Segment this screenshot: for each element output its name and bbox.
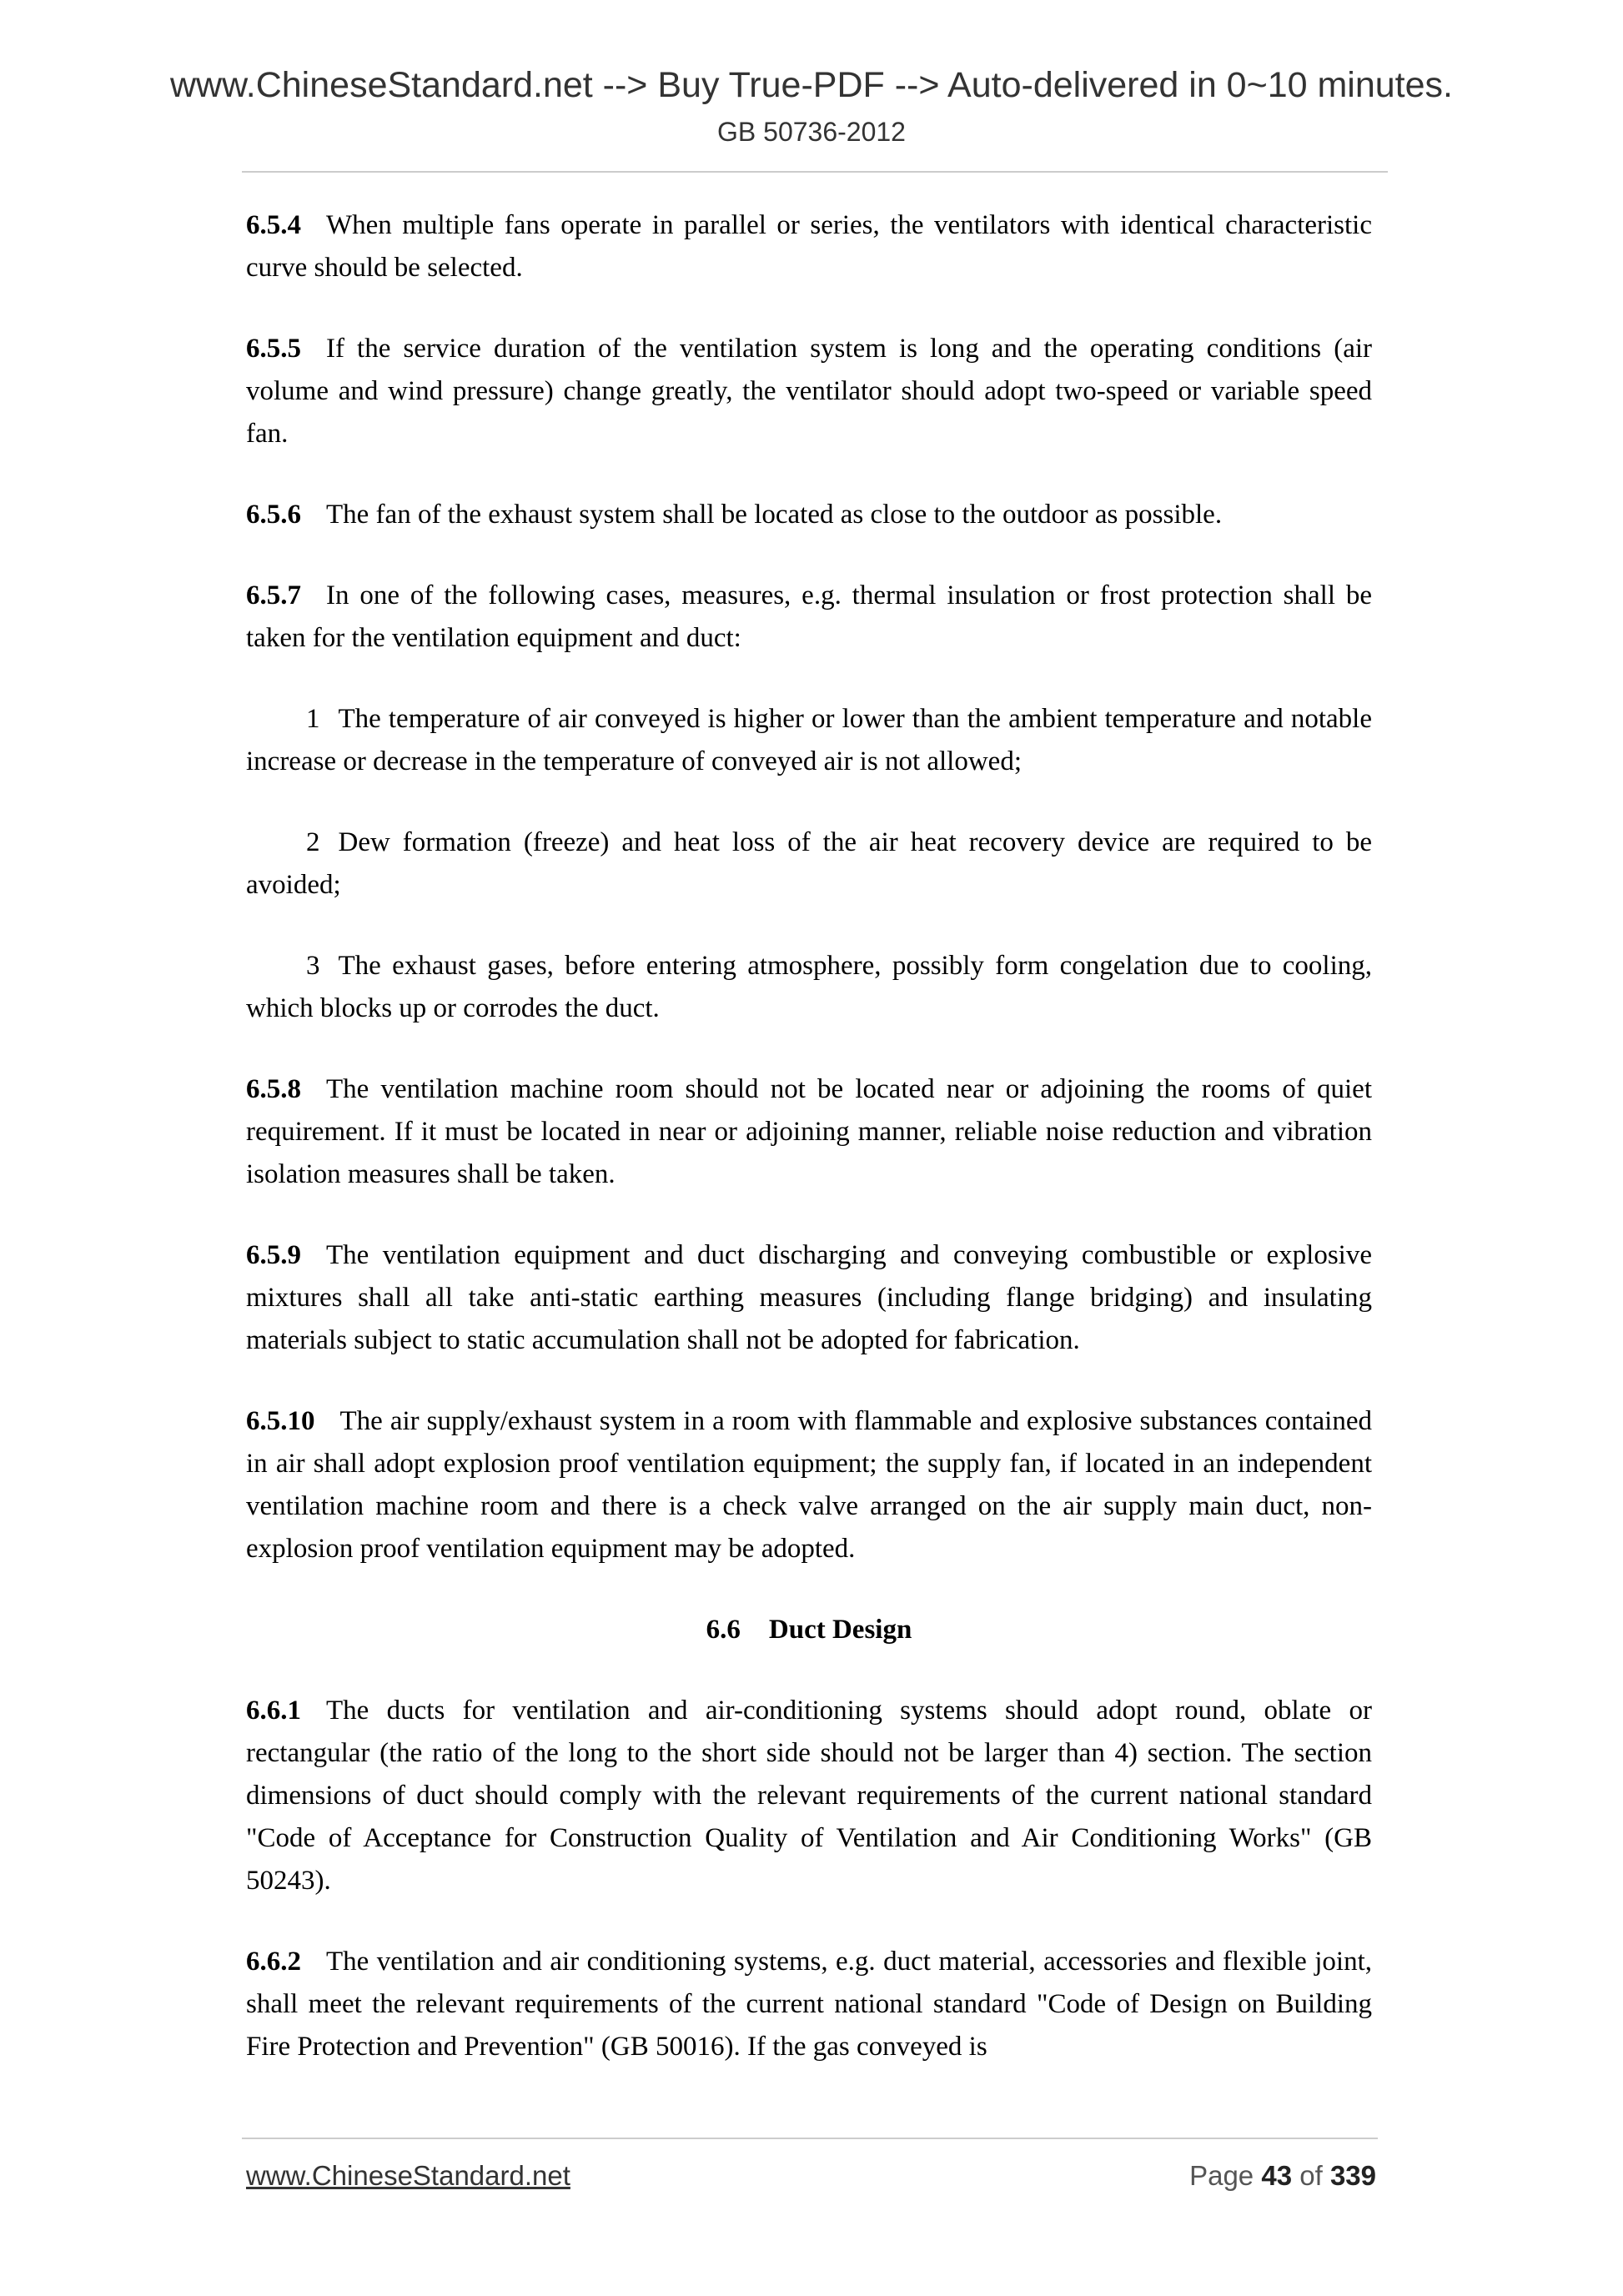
clause-text: The ventilation equipment and duct discharging and conveying combustible or explosive mixtures shall all take anti-static earthing measures (including flange bridging) and insulating materials subject to static accumulation shall not be adopted for fabrication. [246, 1240, 1372, 1355]
list-item [246, 821, 1372, 907]
header-banner: www.ChineseStandard.net --> Buy True-PDF --> Auto-delivered in 0~10 minutes. [169, 65, 1453, 105]
clause-6-5-8 [246, 1068, 1372, 1196]
clause-text: In one of the following cases, measures, e.g. thermal insulation or frost protection shall be taken for the ventilation equipment and duct: [246, 580, 1372, 653]
list-item-number: 3 [306, 951, 320, 981]
clause-number: 6.5.4 [246, 210, 301, 240]
clause-text: If the service duration of the ventilation system is long and the operating conditions (air volume and wind pressure) change greatly, the ventilator should adopt two-speed or variable speed fan. [246, 334, 1372, 449]
list-item [246, 698, 1372, 783]
clause-text: The ducts for ventilation and air-conditioning systems should adopt round, oblate or rectangular (the ratio of the long to the short side should not be larger than 4) section. The section dimensions of duct should comply with the relevant requirements of the current national standard "Code of Acceptance for Construction Quality of Ventilation and Air Conditioning Works" (GB 50243). [246, 1696, 1372, 1896]
clause-text: The ventilation and air conditioning systems, e.g. duct material, accessories and flexible joint, shall meet the relevant requirements of the current national standard "Code of Design on Building Fire Protection and Prevention" (GB 50016). If the gas conveyed is [246, 1947, 1372, 2062]
clause-6-5-9 [246, 1234, 1372, 1362]
clause-number: 6.5.8 [246, 1074, 301, 1104]
header-divider [242, 171, 1388, 173]
section-heading [246, 1609, 1372, 1651]
list-item-text: Dew formation (freeze) and heat loss of the air heat recovery device are required to be avoided; [246, 827, 1372, 900]
clause-number: 6.6.2 [246, 1947, 301, 1977]
clause-6-5-5 [246, 328, 1372, 455]
clause-6-5-7 [246, 575, 1372, 660]
page-body [246, 204, 1372, 2107]
list-item-text: The temperature of air conveyed is higher or lower than the ambient temperature and notable increase or decrease in the temperature of conveyed air is not allowed; [246, 704, 1372, 776]
clause-text: The fan of the exhaust system shall be located as close to the outdoor as possible. [326, 500, 1223, 530]
clause-text: The air supply/exhaust system in a room with flammable and explosive substances contained in air shall adopt explosion proof ventilation equipment; the supply fan, if located in an independent ventilation machine room and there is a check valve arranged on the air supply main duct, non-explosion proof ventilation equipment may be adopted. [246, 1406, 1372, 1564]
clause-6-5-6 [246, 494, 1372, 536]
list-item-number: 2 [306, 827, 320, 857]
clause-6-6-2 [246, 1941, 1372, 2068]
clause-text: The ventilation machine room should not be located near or adjoining the rooms of quiet requirement. If it must be located in near or adjoining manner, reliable noise reduction and vibration isolation measures shall be taken. [246, 1074, 1372, 1189]
clause-6-5-10 [246, 1400, 1372, 1570]
clause-6-6-1 [246, 1690, 1372, 1902]
page-total: 339 [1329, 2160, 1376, 2191]
footer-divider [242, 2138, 1378, 2139]
clause-number: 6.5.5 [246, 334, 301, 364]
clause-6-5-4 [246, 204, 1372, 289]
clause-number: 6.6.1 [246, 1696, 301, 1726]
list-item [246, 945, 1372, 1030]
clause-number: 6.5.10 [246, 1406, 315, 1436]
clause-text: When multiple fans operate in parallel or series, the ventilators with identical characteristic curve should be selected. [246, 210, 1372, 283]
clause-number: 6.5.9 [246, 1240, 301, 1270]
section-title: Duct Design [768, 1615, 912, 1645]
section-number: 6.6 [706, 1615, 741, 1645]
clause-number: 6.5.7 [246, 580, 301, 610]
page-current: 43 [1261, 2160, 1293, 2191]
clause-number: 6.5.6 [246, 500, 301, 530]
list-item-text: The exhaust gases, before entering atmosphere, possibly form congelation due to cooling, which blocks up or corrodes the duct. [246, 951, 1372, 1023]
page-indicator [1189, 2160, 1376, 2192]
page-separator: of [1299, 2160, 1323, 2191]
list-item-number: 1 [306, 704, 320, 734]
footer-site-link[interactable]: www.ChineseStandard.net [246, 2160, 570, 2191]
standard-number: GB 50736-2012 [717, 117, 906, 147]
page-prefix: Page [1189, 2160, 1254, 2191]
